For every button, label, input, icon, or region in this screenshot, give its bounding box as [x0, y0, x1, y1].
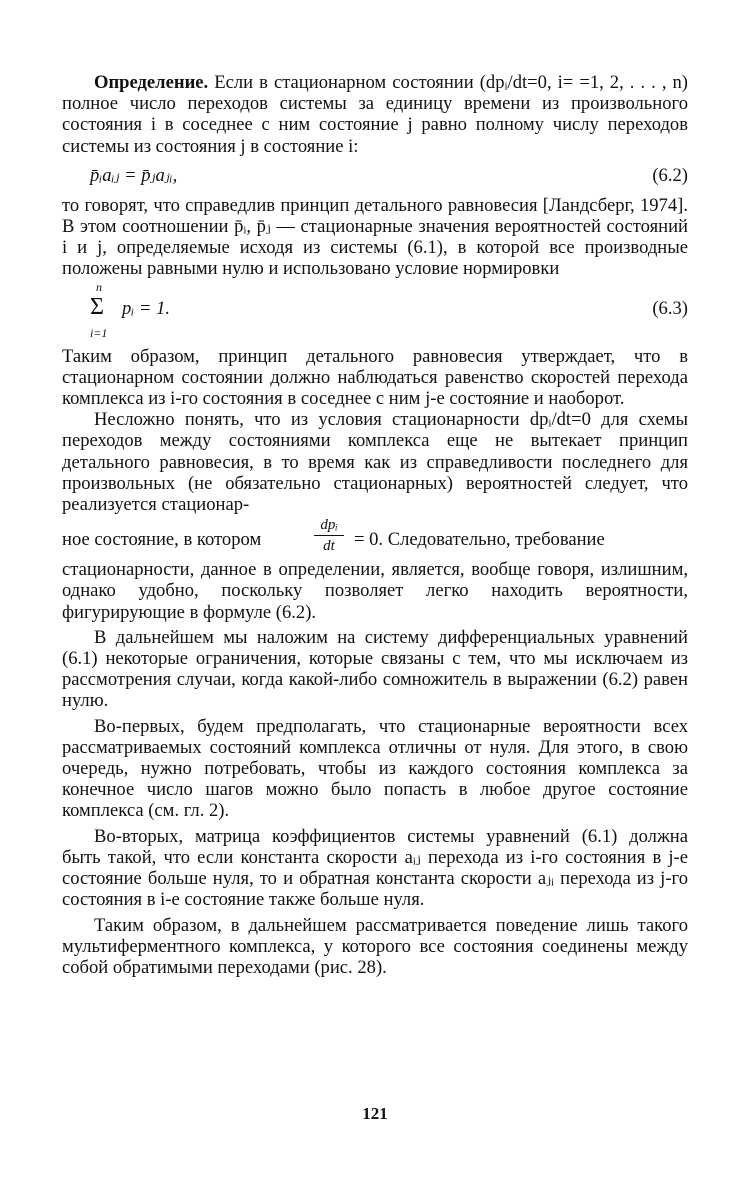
sum-upper-limit: n [96, 279, 102, 294]
sum-sign: Σ [90, 293, 104, 320]
text-column [62, 72, 688, 978]
fraction-numerator: dpᵢ [314, 515, 344, 536]
paragraph-secondly: Во-вторых, матрица коэффициентов системы уравнений (6.1) должна быть такой, что если константа скорости aᵢⱼ перехода из i-го состояния в j-е состояние больше нуля, то и обратная константа скорости aⱼᵢ перехода из j-го состояния в i-е состояние также больше нуля. [62, 825, 688, 911]
paragraph-stationarity: Несложно понять, что из условия стационарности dpᵢ/dt=0 для схемы переходов между состояниями комплекса еще не вытекает принцип детального равновесия, в то время как из справедливости последнего для произвольных (не обязательно стационарных) вероятностей следует, что реализуется стационар- [62, 409, 688, 516]
equation-6-2-number: (6.2) [652, 164, 688, 186]
definition-text: Если в стационарном состоянии (dpᵢ/dt=0, i= =1, 2, . . . , n) полное число переходов системы за единицу времени из произвольного состояния i в соседнее с ним состояние j равно полному числу переходов системы из состояния j в состояние i: [62, 72, 689, 157]
paragraph-stationarity-tail: стационарности, данное в определении, является, вообще говоря, излишним, однако удобно, поскольку позволяет легко находить вероятности, фигурирующие в формуле (6.2). [62, 559, 688, 623]
fraction-denominator: dt [323, 538, 335, 555]
fraction-line-right: = 0. Следовательно, требование [354, 529, 605, 551]
fraction-dp-dt [314, 515, 344, 557]
fraction-line [62, 515, 688, 559]
equation-6-2-formula: p̄ᵢaᵢⱼ = p̄ⱼaⱼᵢ, [90, 164, 178, 186]
paragraph-summary: Таким образом, в дальнейшем рассматривается поведение лишь такого мультиферментного комплекса, у которого все состояния соединены между собой обратимыми переходами (рис. 28). [62, 914, 688, 978]
equation-6-2 [62, 157, 688, 195]
page-number: 121 [362, 1104, 388, 1123]
equation-6-3-formula: pᵢ = 1. [122, 297, 171, 319]
paragraph-restrictions: В дальнейшем мы наложим на систему дифференциальных уравнений (6.1) некоторые ограничения, которые связаны с тем, что мы исключаем из рассмотрения случаи, когда какой-либо сомножитель в выражении (6.2) равен нулю. [62, 626, 688, 712]
equation-6-3-number: (6.3) [652, 297, 688, 319]
fraction-line-left: ное состояние, в котором [62, 529, 262, 551]
paragraph-firstly: Во-первых, будем предполагать, что стационарные вероятности всех рассматриваемых состояний комплекса отличны от нуля. Для этого, в свою очередь, нужно потребовать, чтобы из каждого состояния комплекса за конечное число шагов можно было попасть в любое другое состояние комплекса (см. гл. 2). [62, 715, 688, 822]
definition-term: Определение. [94, 72, 209, 93]
paragraph-conclusion: Таким образом, принцип детального равновесия утверждает, что в стационарном состоянии должно наблюдаться равенство скоростей перехода комплекса из i-го состояния в соседнее с ним j-е состояние и наоборот. [62, 345, 688, 410]
definition-paragraph [62, 72, 688, 157]
sum-lower-limit: i=1 [90, 325, 108, 340]
paragraph-detailed-balance: то говорят, что справедлив принцип детального равновесия [Ландсберг, 1974]. В этом соотношении p̄ᵢ, p̄ⱼ — стационарные значения вероятностей состояний i и j, определяемые исходя из системы (6.1), в которой все производные положены равными нулю и использовано условие нормировки [62, 194, 688, 280]
equation-6-3 [62, 280, 688, 346]
